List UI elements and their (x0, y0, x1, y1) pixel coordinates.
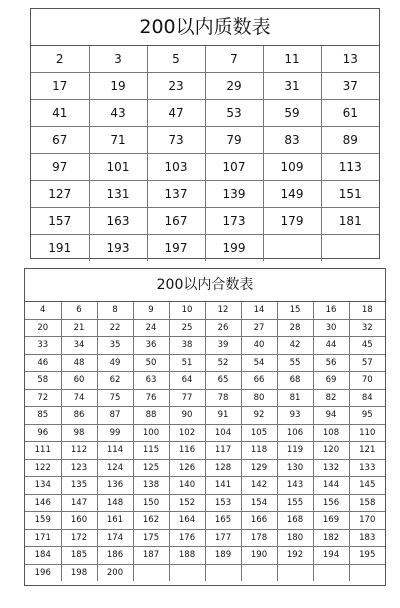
table-cell: 144 (313, 477, 349, 495)
table-cell: 29 (205, 73, 263, 100)
table-cell: 84 (349, 389, 385, 407)
table-cell: 48 (61, 354, 97, 372)
table-cell: 40 (241, 337, 277, 355)
table-cell: 150 (133, 494, 169, 512)
table-cell: 123 (61, 459, 97, 477)
table-cell: 156 (313, 494, 349, 512)
table-cell: 148 (97, 494, 133, 512)
table-cell: 121 (349, 442, 385, 460)
table-cell: 102 (169, 424, 205, 442)
table-cell (263, 235, 321, 262)
table-cell: 52 (205, 354, 241, 372)
table-cell: 56 (313, 354, 349, 372)
table-cell: 9 (133, 302, 169, 319)
table-cell: 199 (205, 235, 263, 262)
table-cell: 196 (25, 564, 61, 581)
table-cell: 92 (241, 407, 277, 425)
table-cell: 180 (277, 529, 313, 547)
table-cell: 122 (25, 459, 61, 477)
table-cell: 76 (133, 389, 169, 407)
table-cell: 163 (89, 208, 147, 235)
table-row (31, 181, 379, 208)
table-cell: 110 (349, 424, 385, 442)
table-cell: 179 (263, 208, 321, 235)
table-cell: 169 (313, 512, 349, 530)
composite-table-title: 200以内合数表 (25, 269, 385, 302)
table-cell: 83 (263, 127, 321, 154)
table-cell: 24 (133, 319, 169, 337)
table-cell: 38 (169, 337, 205, 355)
table-cell (349, 564, 385, 581)
table-cell: 86 (61, 407, 97, 425)
table-cell: 188 (169, 547, 205, 565)
table-cell: 79 (205, 127, 263, 154)
table-cell: 35 (97, 337, 133, 355)
table-cell: 8 (97, 302, 133, 319)
table-cell: 134 (25, 477, 61, 495)
table-cell: 67 (31, 127, 89, 154)
table-cell: 90 (169, 407, 205, 425)
table-cell: 85 (25, 407, 61, 425)
table-cell: 73 (147, 127, 205, 154)
table-cell: 71 (89, 127, 147, 154)
table-cell: 22 (97, 319, 133, 337)
table-cell: 139 (205, 181, 263, 208)
table-cell: 57 (349, 354, 385, 372)
table-cell: 6 (61, 302, 97, 319)
table-cell: 45 (349, 337, 385, 355)
table-row (25, 424, 385, 442)
table-cell: 133 (349, 459, 385, 477)
table-cell: 143 (277, 477, 313, 495)
table-cell: 158 (349, 494, 385, 512)
table-cell: 192 (277, 547, 313, 565)
table-row (25, 564, 385, 581)
table-cell: 12 (205, 302, 241, 319)
table-cell: 146 (25, 494, 61, 512)
table-cell: 87 (97, 407, 133, 425)
table-cell: 175 (133, 529, 169, 547)
table-cell: 25 (169, 319, 205, 337)
table-cell: 157 (31, 208, 89, 235)
table-cell: 43 (89, 100, 147, 127)
table-cell: 91 (205, 407, 241, 425)
table-row (31, 154, 379, 181)
table-row (31, 235, 379, 262)
table-cell: 81 (277, 389, 313, 407)
table-cell: 66 (241, 372, 277, 390)
table-cell: 69 (313, 372, 349, 390)
table-cell: 189 (205, 547, 241, 565)
table-cell: 26 (205, 319, 241, 337)
table-cell: 50 (133, 354, 169, 372)
table-cell: 2 (31, 46, 89, 73)
table-cell: 93 (277, 407, 313, 425)
table-cell: 145 (349, 477, 385, 495)
table-cell: 115 (133, 442, 169, 460)
table-cell (205, 564, 241, 581)
table-cell: 64 (169, 372, 205, 390)
table-cell: 68 (277, 372, 313, 390)
table-cell: 88 (133, 407, 169, 425)
table-row (25, 547, 385, 565)
table-cell: 111 (25, 442, 61, 460)
composite-table-sheet (24, 268, 386, 586)
table-cell: 162 (133, 512, 169, 530)
table-cell: 28 (277, 319, 313, 337)
table-cell: 195 (349, 547, 385, 565)
table-cell: 173 (205, 208, 263, 235)
table-cell: 31 (263, 73, 321, 100)
table-cell: 97 (31, 154, 89, 181)
table-row (25, 319, 385, 337)
table-cell: 10 (169, 302, 205, 319)
table-cell: 183 (349, 529, 385, 547)
table-cell: 17 (31, 73, 89, 100)
table-cell: 89 (321, 127, 379, 154)
table-cell: 63 (133, 372, 169, 390)
table-cell: 46 (25, 354, 61, 372)
table-row (25, 337, 385, 355)
table-cell: 174 (97, 529, 133, 547)
table-cell: 20 (25, 319, 61, 337)
table-cell: 39 (205, 337, 241, 355)
table-cell: 109 (263, 154, 321, 181)
table-cell: 107 (205, 154, 263, 181)
table-cell: 191 (31, 235, 89, 262)
table-cell: 16 (313, 302, 349, 319)
table-cell: 151 (321, 181, 379, 208)
table-cell: 74 (61, 389, 97, 407)
table-cell: 152 (169, 494, 205, 512)
table-cell: 72 (25, 389, 61, 407)
table-cell: 200 (97, 564, 133, 581)
table-cell: 96 (25, 424, 61, 442)
table-cell: 36 (133, 337, 169, 355)
table-cell: 186 (97, 547, 133, 565)
table-cell: 42 (277, 337, 313, 355)
table-cell: 13 (321, 46, 379, 73)
table-cell: 178 (241, 529, 277, 547)
table-cell (321, 235, 379, 262)
table-cell: 95 (349, 407, 385, 425)
table-cell: 116 (169, 442, 205, 460)
table-row (25, 494, 385, 512)
table-cell: 127 (31, 181, 89, 208)
table-cell: 106 (277, 424, 313, 442)
table-cell: 131 (89, 181, 147, 208)
table-cell: 187 (133, 547, 169, 565)
table-row (25, 529, 385, 547)
table-cell: 118 (241, 442, 277, 460)
table-row (31, 127, 379, 154)
table-cell: 47 (147, 100, 205, 127)
table-row (25, 459, 385, 477)
table-cell: 124 (97, 459, 133, 477)
table-cell: 177 (205, 529, 241, 547)
table-cell: 167 (147, 208, 205, 235)
table-cell: 33 (25, 337, 61, 355)
table-cell: 15 (277, 302, 313, 319)
table-cell: 135 (61, 477, 97, 495)
table-cell: 160 (61, 512, 97, 530)
table-cell: 142 (241, 477, 277, 495)
table-cell: 55 (277, 354, 313, 372)
table-row (25, 372, 385, 390)
table-cell: 147 (61, 494, 97, 512)
table-cell (169, 564, 205, 581)
table-cell: 4 (25, 302, 61, 319)
table-cell: 5 (147, 46, 205, 73)
table-cell (277, 564, 313, 581)
table-cell: 98 (61, 424, 97, 442)
table-cell: 70 (349, 372, 385, 390)
table-row (31, 208, 379, 235)
table-cell: 161 (97, 512, 133, 530)
table-cell: 18 (349, 302, 385, 319)
table-row (31, 73, 379, 100)
table-cell: 113 (321, 154, 379, 181)
table-cell: 120 (313, 442, 349, 460)
table-row (25, 512, 385, 530)
table-cell: 77 (169, 389, 205, 407)
table-cell: 141 (205, 477, 241, 495)
table-cell: 182 (313, 529, 349, 547)
table-row (31, 100, 379, 127)
table-cell: 58 (25, 372, 61, 390)
table-cell: 112 (61, 442, 97, 460)
table-cell: 184 (25, 547, 61, 565)
table-cell: 60 (61, 372, 97, 390)
table-cell: 197 (147, 235, 205, 262)
table-row (25, 389, 385, 407)
composite-number-table (25, 302, 385, 581)
table-cell: 105 (241, 424, 277, 442)
table-cell: 125 (133, 459, 169, 477)
table-cell: 138 (133, 477, 169, 495)
table-cell: 165 (205, 512, 241, 530)
table-cell (241, 564, 277, 581)
table-cell (313, 564, 349, 581)
table-cell: 44 (313, 337, 349, 355)
table-cell: 108 (313, 424, 349, 442)
prime-table-sheet (30, 8, 380, 259)
table-cell: 101 (89, 154, 147, 181)
table-cell: 176 (169, 529, 205, 547)
table-cell: 140 (169, 477, 205, 495)
table-row (25, 442, 385, 460)
table-cell: 181 (321, 208, 379, 235)
table-cell: 114 (97, 442, 133, 460)
table-cell: 99 (97, 424, 133, 442)
table-cell: 59 (263, 100, 321, 127)
table-cell: 51 (169, 354, 205, 372)
table-cell: 117 (205, 442, 241, 460)
table-cell: 100 (133, 424, 169, 442)
table-cell: 130 (277, 459, 313, 477)
table-cell: 153 (205, 494, 241, 512)
table-cell: 170 (349, 512, 385, 530)
table-cell: 94 (313, 407, 349, 425)
table-row (31, 46, 379, 73)
table-cell: 78 (205, 389, 241, 407)
table-cell: 21 (61, 319, 97, 337)
table-row (25, 302, 385, 319)
table-cell: 7 (205, 46, 263, 73)
table-cell: 54 (241, 354, 277, 372)
table-cell: 126 (169, 459, 205, 477)
table-row (25, 477, 385, 495)
table-cell: 19 (89, 73, 147, 100)
table-cell: 166 (241, 512, 277, 530)
table-cell: 164 (169, 512, 205, 530)
table-cell: 41 (31, 100, 89, 127)
table-cell: 23 (147, 73, 205, 100)
table-cell: 62 (97, 372, 133, 390)
table-cell: 172 (61, 529, 97, 547)
table-cell: 82 (313, 389, 349, 407)
table-cell: 27 (241, 319, 277, 337)
table-cell: 80 (241, 389, 277, 407)
table-cell: 49 (97, 354, 133, 372)
table-cell: 3 (89, 46, 147, 73)
table-cell: 30 (313, 319, 349, 337)
prime-table-title: 200以内质数表 (31, 9, 379, 46)
table-cell: 149 (263, 181, 321, 208)
table-cell: 171 (25, 529, 61, 547)
table-cell: 194 (313, 547, 349, 565)
table-cell: 65 (205, 372, 241, 390)
table-cell: 75 (97, 389, 133, 407)
table-cell: 34 (61, 337, 97, 355)
table-cell: 155 (277, 494, 313, 512)
table-cell: 32 (349, 319, 385, 337)
table-cell: 119 (277, 442, 313, 460)
table-cell: 132 (313, 459, 349, 477)
table-cell: 137 (147, 181, 205, 208)
table-cell: 159 (25, 512, 61, 530)
table-cell: 185 (61, 547, 97, 565)
table-cell: 14 (241, 302, 277, 319)
table-cell: 61 (321, 100, 379, 127)
table-row (25, 354, 385, 372)
table-cell: 129 (241, 459, 277, 477)
prime-number-table (31, 46, 379, 261)
table-cell: 11 (263, 46, 321, 73)
table-cell: 154 (241, 494, 277, 512)
table-cell (133, 564, 169, 581)
table-row (25, 407, 385, 425)
table-cell: 136 (97, 477, 133, 495)
table-cell: 37 (321, 73, 379, 100)
table-cell: 53 (205, 100, 263, 127)
table-cell: 198 (61, 564, 97, 581)
table-cell: 128 (205, 459, 241, 477)
table-cell: 193 (89, 235, 147, 262)
table-cell: 168 (277, 512, 313, 530)
table-cell: 104 (205, 424, 241, 442)
table-cell: 190 (241, 547, 277, 565)
table-cell: 103 (147, 154, 205, 181)
